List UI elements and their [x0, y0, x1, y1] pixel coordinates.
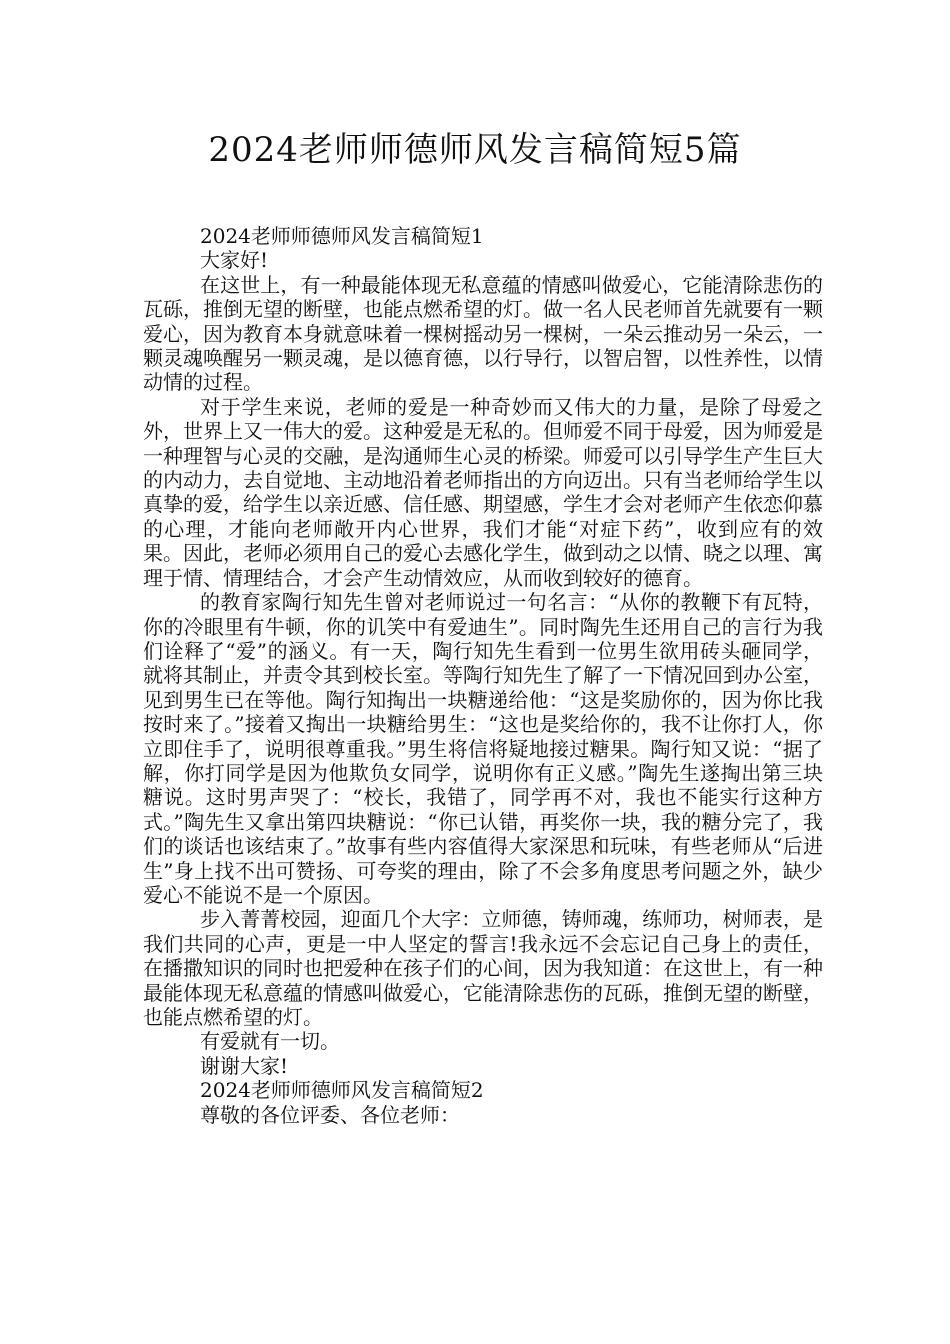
salutation: 尊敬的各位评委、各位老师：	[200, 1102, 460, 1127]
paragraph-campus-motto: 步入菁菁校园，迎面几个大字：立师德，铸师魂，练师功，树师表，是我们共同的心声，更是一中人坚定的誓言!我永远不会忘记自己身上的责任，在播撒知识的同时也把爱种在孩子们的心间，因为我知道：在这世上，有一种最能体现无私意蕴的情感叫做爱心，它能清除悲伤的瓦砾，推倒无望的断壁，也能点燃希望的灯。	[143, 907, 823, 1029]
closing-line: 有爱就有一切。	[200, 1029, 340, 1054]
document-title: 2024老师师德师风发言稿简短5篇	[208, 130, 742, 170]
paragraph-love-definition: 在这世上，有一种最能体现无私意蕴的情感叫做爱心，它能清除悲伤的瓦砾，推倒无望的断壁，也能点燃希望的灯。做一名人民老师首先就要有一颗爱心，因为教育本身就意味着一棵树摇动另一棵树，一朵云推动另一朵云，一颗灵魂唤醒另一颗灵魂，是以德育德，以行导行，以智启智，以性养性，以情动情的过程。	[143, 272, 823, 395]
greeting: 大家好!	[200, 248, 269, 273]
paragraph-teacher-love: 对于学生来说，老师的爱是一种奇妙而又伟大的力量，是除了母爱之外，世界上又一伟大的爱。这种爱是无私的。但师爱不同于母爱，因为师爱是一种理智与心灵的交融，是沟通师生心灵的桥梁。师爱可以引导学生产生巨大的内动力，去自觉地、主动地沿着老师指出的方向迈出。只有当老师给学生以真挚的爱，给学生以亲近感、信任感、期望感，学生才会对老师产生依恋仰慕的心理，才能向老师敞开内心世界，我们才能“对症下药”，收到应有的效果。因此，老师必须用自己的爱心去感化学生，做到动之以情、晓之以理、寓理于情、情理结合，才会产生动情效应，从而收到较好的德育。	[143, 394, 823, 590]
section-heading-2: 2024老师师德师风发言稿简短2	[200, 1078, 484, 1103]
paragraph-tao-xingzhi-story: 的教育家陶行知先生曾对老师说过一句名言：“从你的教鞭下有瓦特，你的冷眼里有牛顿，你的讥笑中有爱迪生”。同时陶先生还用自己的言行为我们诠释了“爱”的涵义。有一天，陶行知先生看到一位男生欲用砖头砸同学，就将其制止，并责令其到校长室。等陶行知先生了解了一下情况回到办公室，见到男生已在等他。陶行知掏出一块糖递给他：“这是奖励你的，因为你比我按时来了。”接着又掏出一块糖给男生：“这也是奖给你的，我不让你打人，你立即住手了，说明很尊重我。”男生将信将疑地接过糖果。陶行知又说：“据了解，你打同学是因为他欺负女同学，说明你有正义感。”陶先生遂掏出第三块糖说。这时男声哭了：“校长，我错了，同学再不对，我也不能实行这种方式。”陶先生又拿出第四块糖说：“你已认错，再奖你一块，我的糖分完了，我们的谈话也该结束了。”故事有些内容值得大家深思和玩味，有些老师从“后进生”身上找不出可赞扬、可夸奖的理由，除了不会多角度思考问题之外，缺少爱心不能说不是一个原因。	[143, 590, 823, 907]
section-heading-1: 2024老师师德师风发言稿简短1	[200, 224, 484, 248]
thanks-line: 谢谢大家!	[200, 1053, 289, 1078]
document-body	[143, 224, 823, 1127]
